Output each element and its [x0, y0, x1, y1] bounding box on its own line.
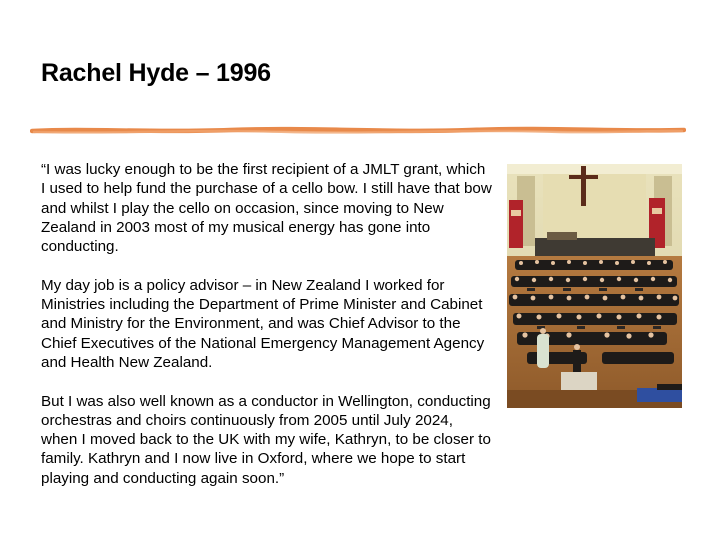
- divider-brush-stroke: [30, 124, 686, 138]
- quote-body: [41, 160, 493, 507]
- quote-paragraph-1: “I was lucky enough to be the first recipient of a JMLT grant, which I used to help fund the purchase of a cello bow. I still have that bow and whilst I play the cello on occasion, since moving to New Zealand in 2003 most of my musical energy has gone into conducting.: [41, 161, 492, 256]
- orchestra-photo: [507, 164, 682, 408]
- slide-title: Rachel Hyde – 1996: [41, 59, 271, 87]
- quote-paragraph-3: But I was also well known as a conductor in Wellington, conducting orchestras and choirs continuously from 2005 until July 2024, when I moved back to the UK with my wife, Kathryn, to be closer to family. Kathryn and I now live in Oxford, where we hope to start playing and conducting again soon.”: [41, 392, 491, 487]
- quote-paragraph-2: My day job is a policy advisor – in New Zealand I worked for Ministries including the Department of Prime Minister and Cabinet and Ministry for the Environment, and was Chief Advisor to the Chief Executives of the National Emergency Management Agency and Health New Zealand.: [41, 276, 485, 371]
